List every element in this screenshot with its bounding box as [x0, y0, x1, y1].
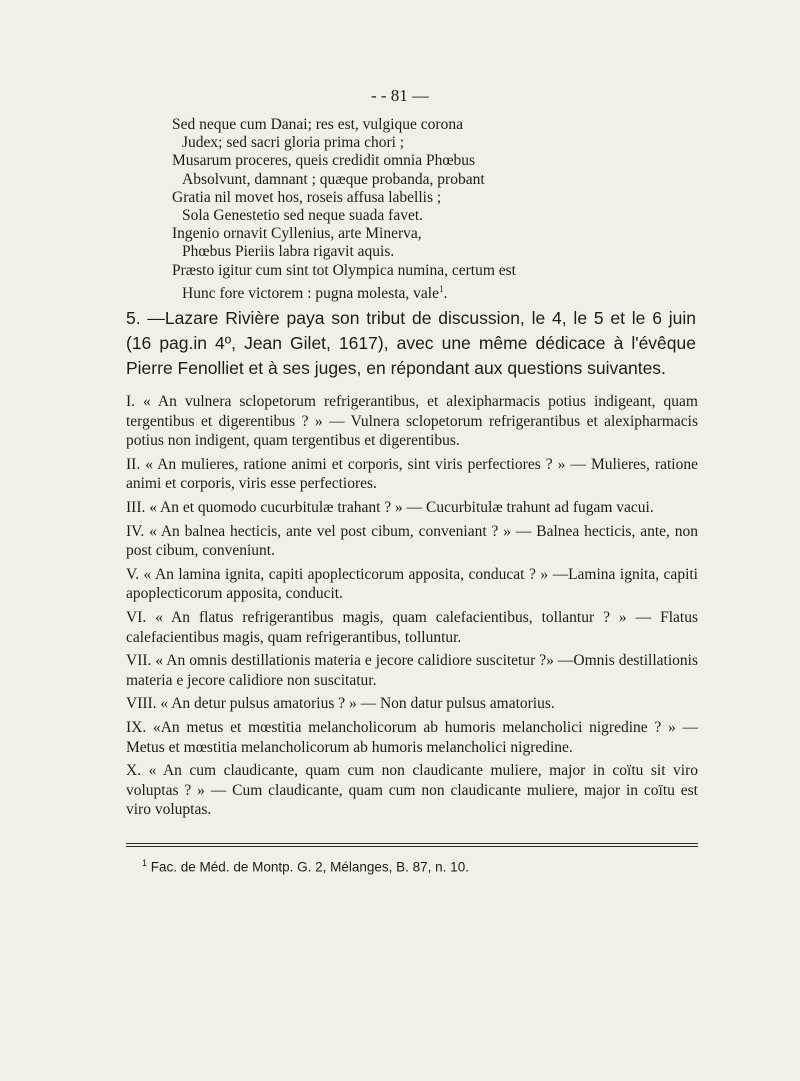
- question-answer-item: IX. «An metus et mœstitia melancholicorum ab humoris melancholici nigredine ? » — Metus et mœstitia melancholicorum ab humoris melancholici nigredine.: [126, 718, 698, 756]
- poem-line: [172, 152, 732, 170]
- question-answer-item: II. « An mulieres, ratione animi et corporis, sint viris perfectiores ? » — Mulieres, ratione animi et corporis, viris esse perfectiores.: [126, 455, 698, 493]
- question-answer-item: VI. « An flatus refrigerantibus magis, quam calefacientibus, tollantur ? » — Flatus calefacientibus magis, quam refrigerantibus, tolluntur.: [126, 608, 698, 646]
- poem-line: [172, 262, 732, 280]
- poem-line-text: Musarum proceres, queis credidit omnia Phœbus: [172, 152, 476, 170]
- page-number: - - 81 —: [370, 86, 430, 105]
- poem-line: [172, 171, 732, 189]
- poem-line-text: Phœbus Pieriis labra rigavit aquis.: [182, 243, 395, 261]
- poem-line: [172, 134, 732, 152]
- question-answer-item: X. « An cum claudicante, quam cum non claudicante muliere, major in coïtu sit viro voluptas ? » — Cum claudicante, quam cum non claudicante muliere, major in coïtu est viro voluptas.: [126, 762, 698, 819]
- footnote-divider: [126, 843, 698, 844]
- poem-line: [172, 207, 732, 225]
- footnote-reference: 1: [438, 283, 444, 294]
- question-answer-item: I. « An vulnera sclopetorum refrigerantibus, et alexipharmacis potius indigeant, quam tergentibus et digerentibus ? » — Vulnera sclopetorum refrigerantibus et alexipharmacis potius non indigent, quam tergentibus et digerentibus.: [126, 393, 698, 450]
- poem-line: [172, 116, 732, 134]
- poem-line-text: Præsto igitur cum sint tot Olympica numina, certum est: [172, 261, 516, 279]
- question-answer-item: VIII. « An detur pulsus amatorius ? » — Non datur pulsus amatorius.: [126, 695, 555, 713]
- poem-line-text: Sed neque cum Danai; res est, vulgique corona: [172, 116, 463, 133]
- poem-line-text: Hunc fore victorem : pugna molesta, vale: [182, 284, 439, 302]
- poem-line: [172, 225, 732, 243]
- question-answer-item: IV. « An balnea hecticis, ante vel post cibum, conveniant ? » — Balnea hecticis, ante, non post cibum, conveniunt.: [126, 522, 698, 560]
- footnote: [142, 858, 702, 875]
- question-answer-item: VII. « An omnis destillationis materia e jecore calidiore suscitetur ?» —Omnis destillationis materia e jecore calidiore non suscitatur.: [126, 652, 698, 689]
- question-answer-item: III. « An et quomodo cucurbitulæ trahant ? » — Cucurbitulæ trahunt ad fugam vacui.: [126, 498, 654, 516]
- footnote-text: Fac. de Méd. de Montp. G. 2, Mélanges, B. 87, n. 10.: [150, 859, 469, 875]
- section-paragraph: 5. —Lazare Rivière paya son tribut de discussion, le 4, le 5 et le 6 juin (16 pag.in 4º, Jean Gilet, 1617), avec une même dédicace à l'évêque Pierre Fenolliet et à ses juges, en répondant aux questions suivantes.: [126, 308, 696, 378]
- latin-poem: [172, 116, 732, 303]
- poem-line: [172, 280, 732, 303]
- poem-line-text: Sola Genestetio sed neque suada favet.: [182, 207, 424, 225]
- question-answer-item: V. « An lamina ignita, capiti apoplecticorum apposita, conducat ? » —Lamina ignita, capiti apoplecticorum apposita, conducit.: [126, 565, 698, 603]
- poem-line-text: Ingenio ornavit Cyllenius, arte Minerva,: [172, 225, 422, 243]
- question-list: [126, 392, 698, 824]
- poem-line: [172, 189, 732, 207]
- poem-line: [172, 243, 732, 261]
- footnote-divider-second: [126, 846, 698, 847]
- poem-line-tail: .: [443, 284, 448, 302]
- poem-line-text: Judex; sed sacri gloria prima chori ;: [182, 134, 405, 152]
- poem-line-text: Gratia nil movet hos, roseis affusa labellis ;: [172, 188, 442, 206]
- footnote-marker: 1: [142, 858, 148, 868]
- poem-line-text: Absolvunt, damnant ; quæque probanda, probant: [182, 170, 485, 188]
